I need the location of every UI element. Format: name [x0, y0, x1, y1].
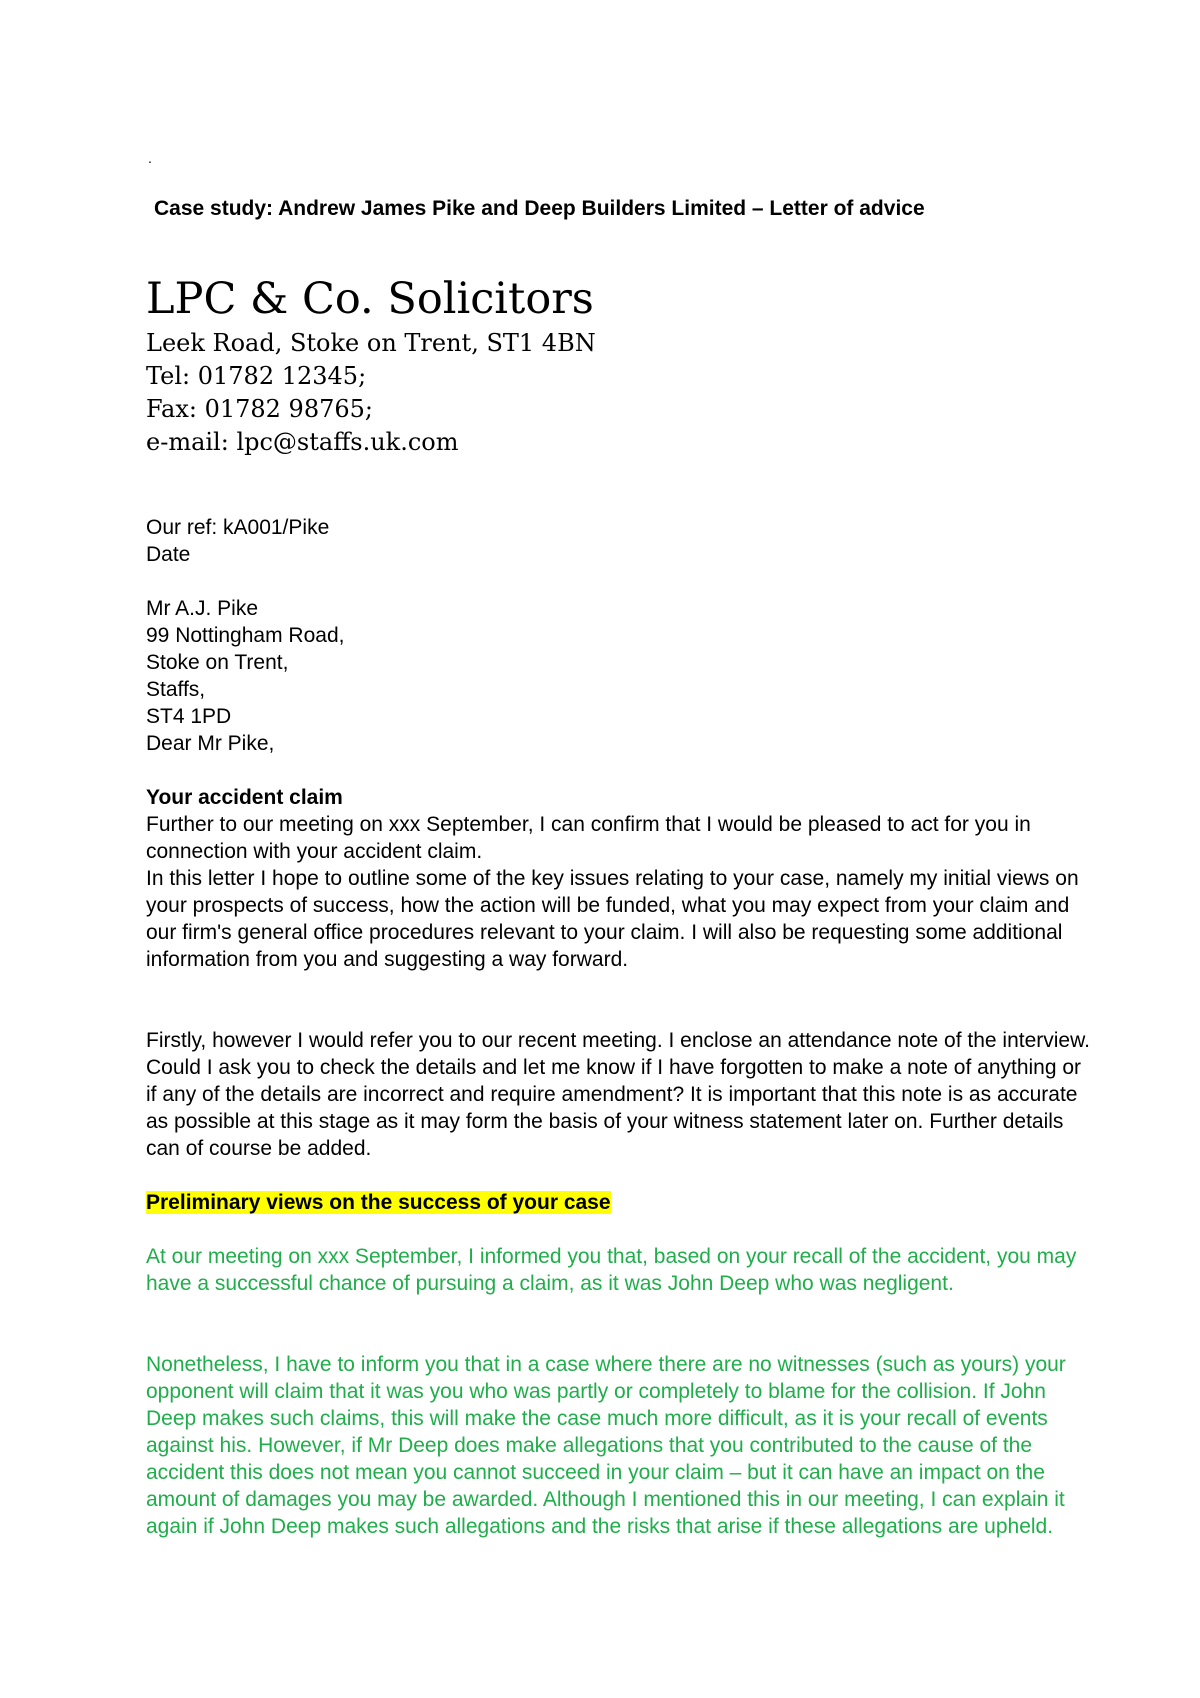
top-mark: . — [148, 150, 152, 166]
recipient-name: Mr A.J. Pike — [146, 597, 259, 620]
paragraph-green-2 — [146, 1351, 1096, 1540]
paragraph: Firstly, however I would refer you to our recent meeting. I enclose an attendance note of the interview. Could I ask you to check the details and let me know if I have forgotten to make a note of anything or if any of the details are incorrect and require amendment? It is important that this note is as accurate as possible at this stage as it may form the basis of your witness statement later on. Further details can of course be added. — [146, 1029, 1090, 1160]
paragraph: Nonetheless, I have to inform you that in a case where there are no witnesses (such as yours) your opponent will claim that it was you who was partly or completely to blame for the collision. If John Deep makes such claims, this will make the case much more difficult, as it is your recall of events against his. However, if Mr Deep does make allegations that you contributed to the cause of the accident this does not mean you cannot succeed in your claim – but it can have an impact on the amount of damages you may be awarded. Although I mentioned this in our meeting, I can explain it again if John Deep makes such allegations and the risks that arise if these allegations are upheld. — [146, 1353, 1066, 1538]
section-accident-claim — [146, 784, 1096, 973]
recipient-postcode: ST4 1PD — [146, 705, 232, 728]
section-preliminary-views — [146, 1189, 1096, 1216]
recipient-town: Stoke on Trent, — [146, 651, 289, 674]
firm-fax: Fax: 01782 98765; — [146, 395, 373, 423]
firm-tel: Tel: 01782 12345; — [146, 362, 367, 390]
recipient-county: Staffs, — [146, 678, 206, 701]
firm-address: Leek Road, Stoke on Trent, ST1 4BN — [146, 329, 596, 357]
recipient-address — [146, 595, 1096, 757]
salutation: Dear Mr Pike, — [146, 732, 275, 755]
paragraph-attendance-note — [146, 1027, 1096, 1162]
firm-name: LPC & Co. Solicitors — [146, 274, 594, 324]
paragraph: In this letter I hope to outline some of the key issues relating to your case, namely my initial views on your prospects of success, how the action will be funded, what you may expect from your claim and our firm's general office procedures relevant to your claim. I will also be requesting some additional information from you and suggesting a way forward. — [146, 867, 1079, 971]
recipient-street: 99 Nottingham Road, — [146, 624, 345, 647]
paragraph: At our meeting on xxx September, I informed you that, based on your recall of the accident, you may have a successful chance of pursuing a claim, as it was John Deep who was negligent. — [146, 1245, 1077, 1295]
case-study-title: Case study: Andrew James Pike and Deep Builders Limited – Letter of advice — [154, 197, 925, 220]
section-heading: Your accident claim — [146, 786, 343, 809]
our-ref: Our ref: kA001/Pike — [146, 516, 330, 539]
reference-block — [146, 514, 1096, 568]
highlighted-section-heading: Preliminary views on the success of your case — [146, 1191, 611, 1214]
letterhead — [146, 271, 596, 459]
paragraph-green-1 — [146, 1243, 1096, 1297]
firm-email: e-mail: lpc@staffs.uk.com — [146, 428, 459, 456]
letter-date: Date — [146, 543, 191, 566]
paragraph: Further to our meeting on xxx September, I can confirm that I would be pleased to act for you in connection with your accident claim. — [146, 813, 1031, 863]
